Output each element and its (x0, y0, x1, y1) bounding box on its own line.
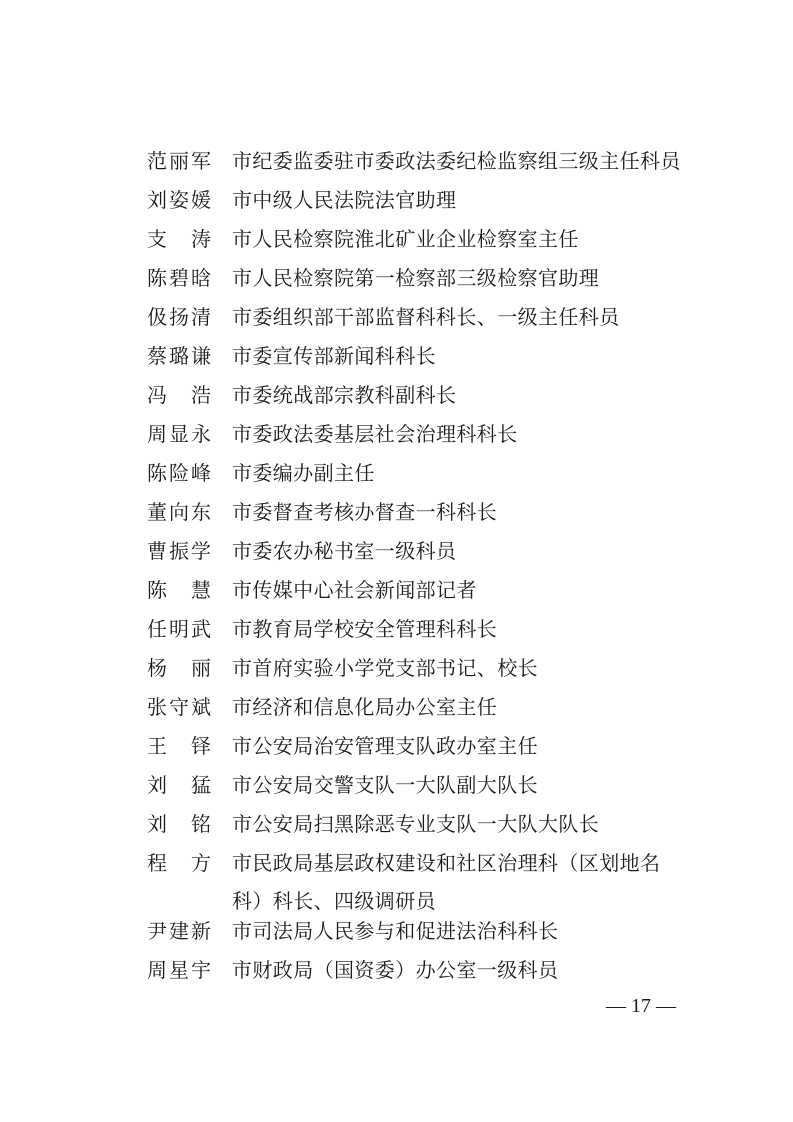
person-title: 市公安局扫黑除恶专业支队一大队大队长 (232, 812, 600, 836)
person-name: 程 方 (147, 851, 211, 875)
person-title: 市委编办副主任 (232, 461, 375, 485)
person-title: 市委督查考核办督查一科科长 (232, 500, 498, 524)
person-title: 市司法局人民参与和促进法治科科长 (232, 919, 559, 943)
person-title: 市人民检察院第一检察部三级检察官助理 (232, 266, 600, 290)
person-name: 刘 铭 (147, 812, 211, 836)
person-title: 市委政法委基层社会治理科科长 (232, 422, 518, 446)
person-title: 市委统战部宗教科副科长 (232, 383, 457, 407)
person-name: 冯 浩 (147, 383, 211, 407)
person-title: 市传媒中心社会新闻部记者 (232, 578, 477, 602)
person-name: 任明武 (147, 617, 211, 641)
person-title: 市财政局（国资委）办公室一级科员 (232, 958, 559, 982)
person-title: 市委组织部干部监督科科长、一级主任科员 (232, 305, 620, 329)
person-name: 支 涛 (147, 227, 211, 251)
person-name: 周显永 (147, 422, 211, 446)
person-title: 市公安局交警支队一大队副大队长 (232, 773, 538, 797)
person-name: 尹建新 (147, 919, 211, 943)
person-name: 刘 猛 (147, 773, 211, 797)
person-name: 曹振学 (147, 539, 211, 563)
person-name: 杨 丽 (147, 656, 211, 680)
person-title: 市经济和信息化局办公室主任 (232, 695, 498, 719)
person-name: 陈 慧 (147, 578, 211, 602)
person-title: 市公安局治安管理支队政办室主任 (232, 734, 538, 758)
person-name: 刘姿媛 (147, 188, 211, 212)
page-number: — 17 — (606, 995, 676, 1017)
person-name: 范丽军 (147, 149, 211, 173)
person-name: 王 铎 (147, 734, 211, 758)
person-title: 市首府实验小学党支部书记、校长 (232, 656, 538, 680)
person-title: 市中级人民法院法官助理 (232, 188, 457, 212)
person-title: 市委农办秘书室一级科员 (232, 539, 457, 563)
person-name: 张守斌 (147, 695, 211, 719)
person-title: 市教育局学校安全管理科科长 (232, 617, 498, 641)
person-title: 市人民检察院淮北矿业企业检察室主任 (232, 227, 579, 251)
person-name: 蔡璐谦 (147, 344, 211, 368)
person-name: 伋扬清 (147, 305, 211, 329)
person-name: 陈险峰 (147, 461, 211, 485)
person-name: 陈碧晗 (147, 266, 211, 290)
person-name: 董向东 (147, 500, 211, 524)
person-title: 市民政局基层政权建设和社区治理科（区划地名科）科长、四级调研员 (232, 851, 661, 913)
person-title: 市委宣传部新闻科科长 (232, 344, 436, 368)
person-title: 市纪委监委驻市委政法委纪检监察组三级主任科员 (232, 149, 681, 173)
person-name: 周星宇 (147, 958, 211, 982)
